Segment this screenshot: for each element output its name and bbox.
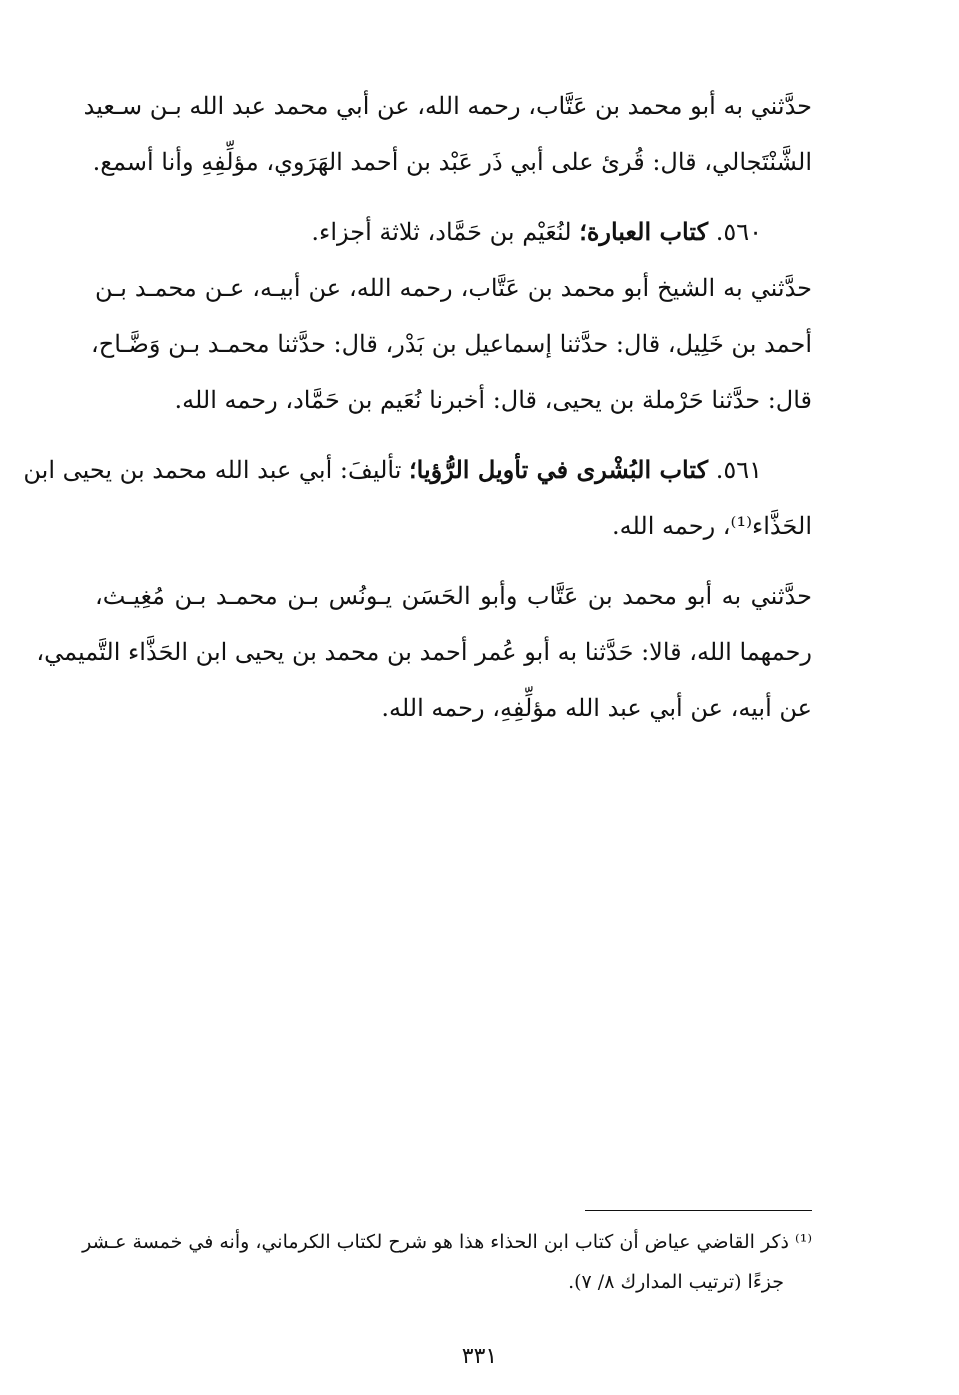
footnote-line: ⁽¹⁾ ذكر القاضي عياض أن كتاب ابن الحذاء هذا هو شرح لكتاب الكرماني، وأنه في خمسة عـشر (82, 1231, 812, 1253)
entry-title: كتاب العبارة؛ (579, 217, 709, 246)
paragraph-1 (83, 78, 812, 190)
text-line: حدَّثني به أبو محمد بن عَتَّاب وأبو الحَسَن يـونُس بـن محمـد بـن مُغِيـث، (95, 582, 812, 610)
paragraph-3 (36, 568, 812, 736)
paragraph-2 (90, 260, 813, 428)
text-line: عن أبيه، عن أبي عبد الله مؤلِّفِهِ، رحمه الله. (381, 694, 812, 722)
text-line: قال: حدَّثنا حَرْملة بن يحيى، قال: أخبرنا نُعَيم بن حَمَّاد، رحمه الله. (174, 386, 812, 414)
text-line: حدَّثني به الشيخ أبو محمد بن عَتَّاب، رحمه الله، عن أبيـه، عـن محمـد بـن (95, 274, 813, 302)
footnotes (82, 1222, 812, 1302)
text-line: رحمهما الله، قالا: حَدَّثنا به أبو عُمر أحمد بن محمد بن يحيى ابن الحَذَّاء التَّميمي، (36, 638, 812, 666)
text-line: حدَّثني به أبو محمد بن عَتَّاب، رحمه الله، عن أبي محمد عبد الله بـن سـعيد (83, 92, 812, 120)
entry-560 (95, 204, 812, 260)
entry-line (95, 204, 812, 260)
footnote-line: جزءًا (ترتيب المدارك ٨/ ٧). (568, 1271, 784, 1293)
entry-text: لنُعَيْم بن حَمَّاد، ثلاثة أجزاء. (311, 218, 572, 246)
footnote-separator (585, 1210, 812, 1211)
text-line: أحمد بن خَلِيل، قال: حدَّثنا إسماعيل بن بَدْر، قال: حدَّثنا محمـد بـن وَضَّـاح، (90, 330, 812, 358)
page-number: ٣٣١ (461, 1344, 498, 1369)
entry-number: ٥٦٠. (715, 218, 762, 246)
entry-561 (23, 442, 812, 554)
entry-line-2: الحَذَّاء⁽¹⁾، رحمه الله. (611, 512, 812, 540)
entry-text: تأليفَ: أبي عبد الله محمد بن يحيى ابن (23, 456, 402, 484)
main-text (23, 78, 813, 736)
text-line: الشَّنْتَجالي، قال: قُرئ على أبي ذَر عَبْد بن أحمد الهَرَوي، مؤلِّفِهِ وأنا أسمع. (92, 148, 812, 176)
entry-number: ٥٦١. (715, 456, 762, 484)
entry-line (23, 442, 812, 498)
entry-title: كتاب البُشْرى في تأويل الرُّؤيا؛ (409, 455, 709, 484)
